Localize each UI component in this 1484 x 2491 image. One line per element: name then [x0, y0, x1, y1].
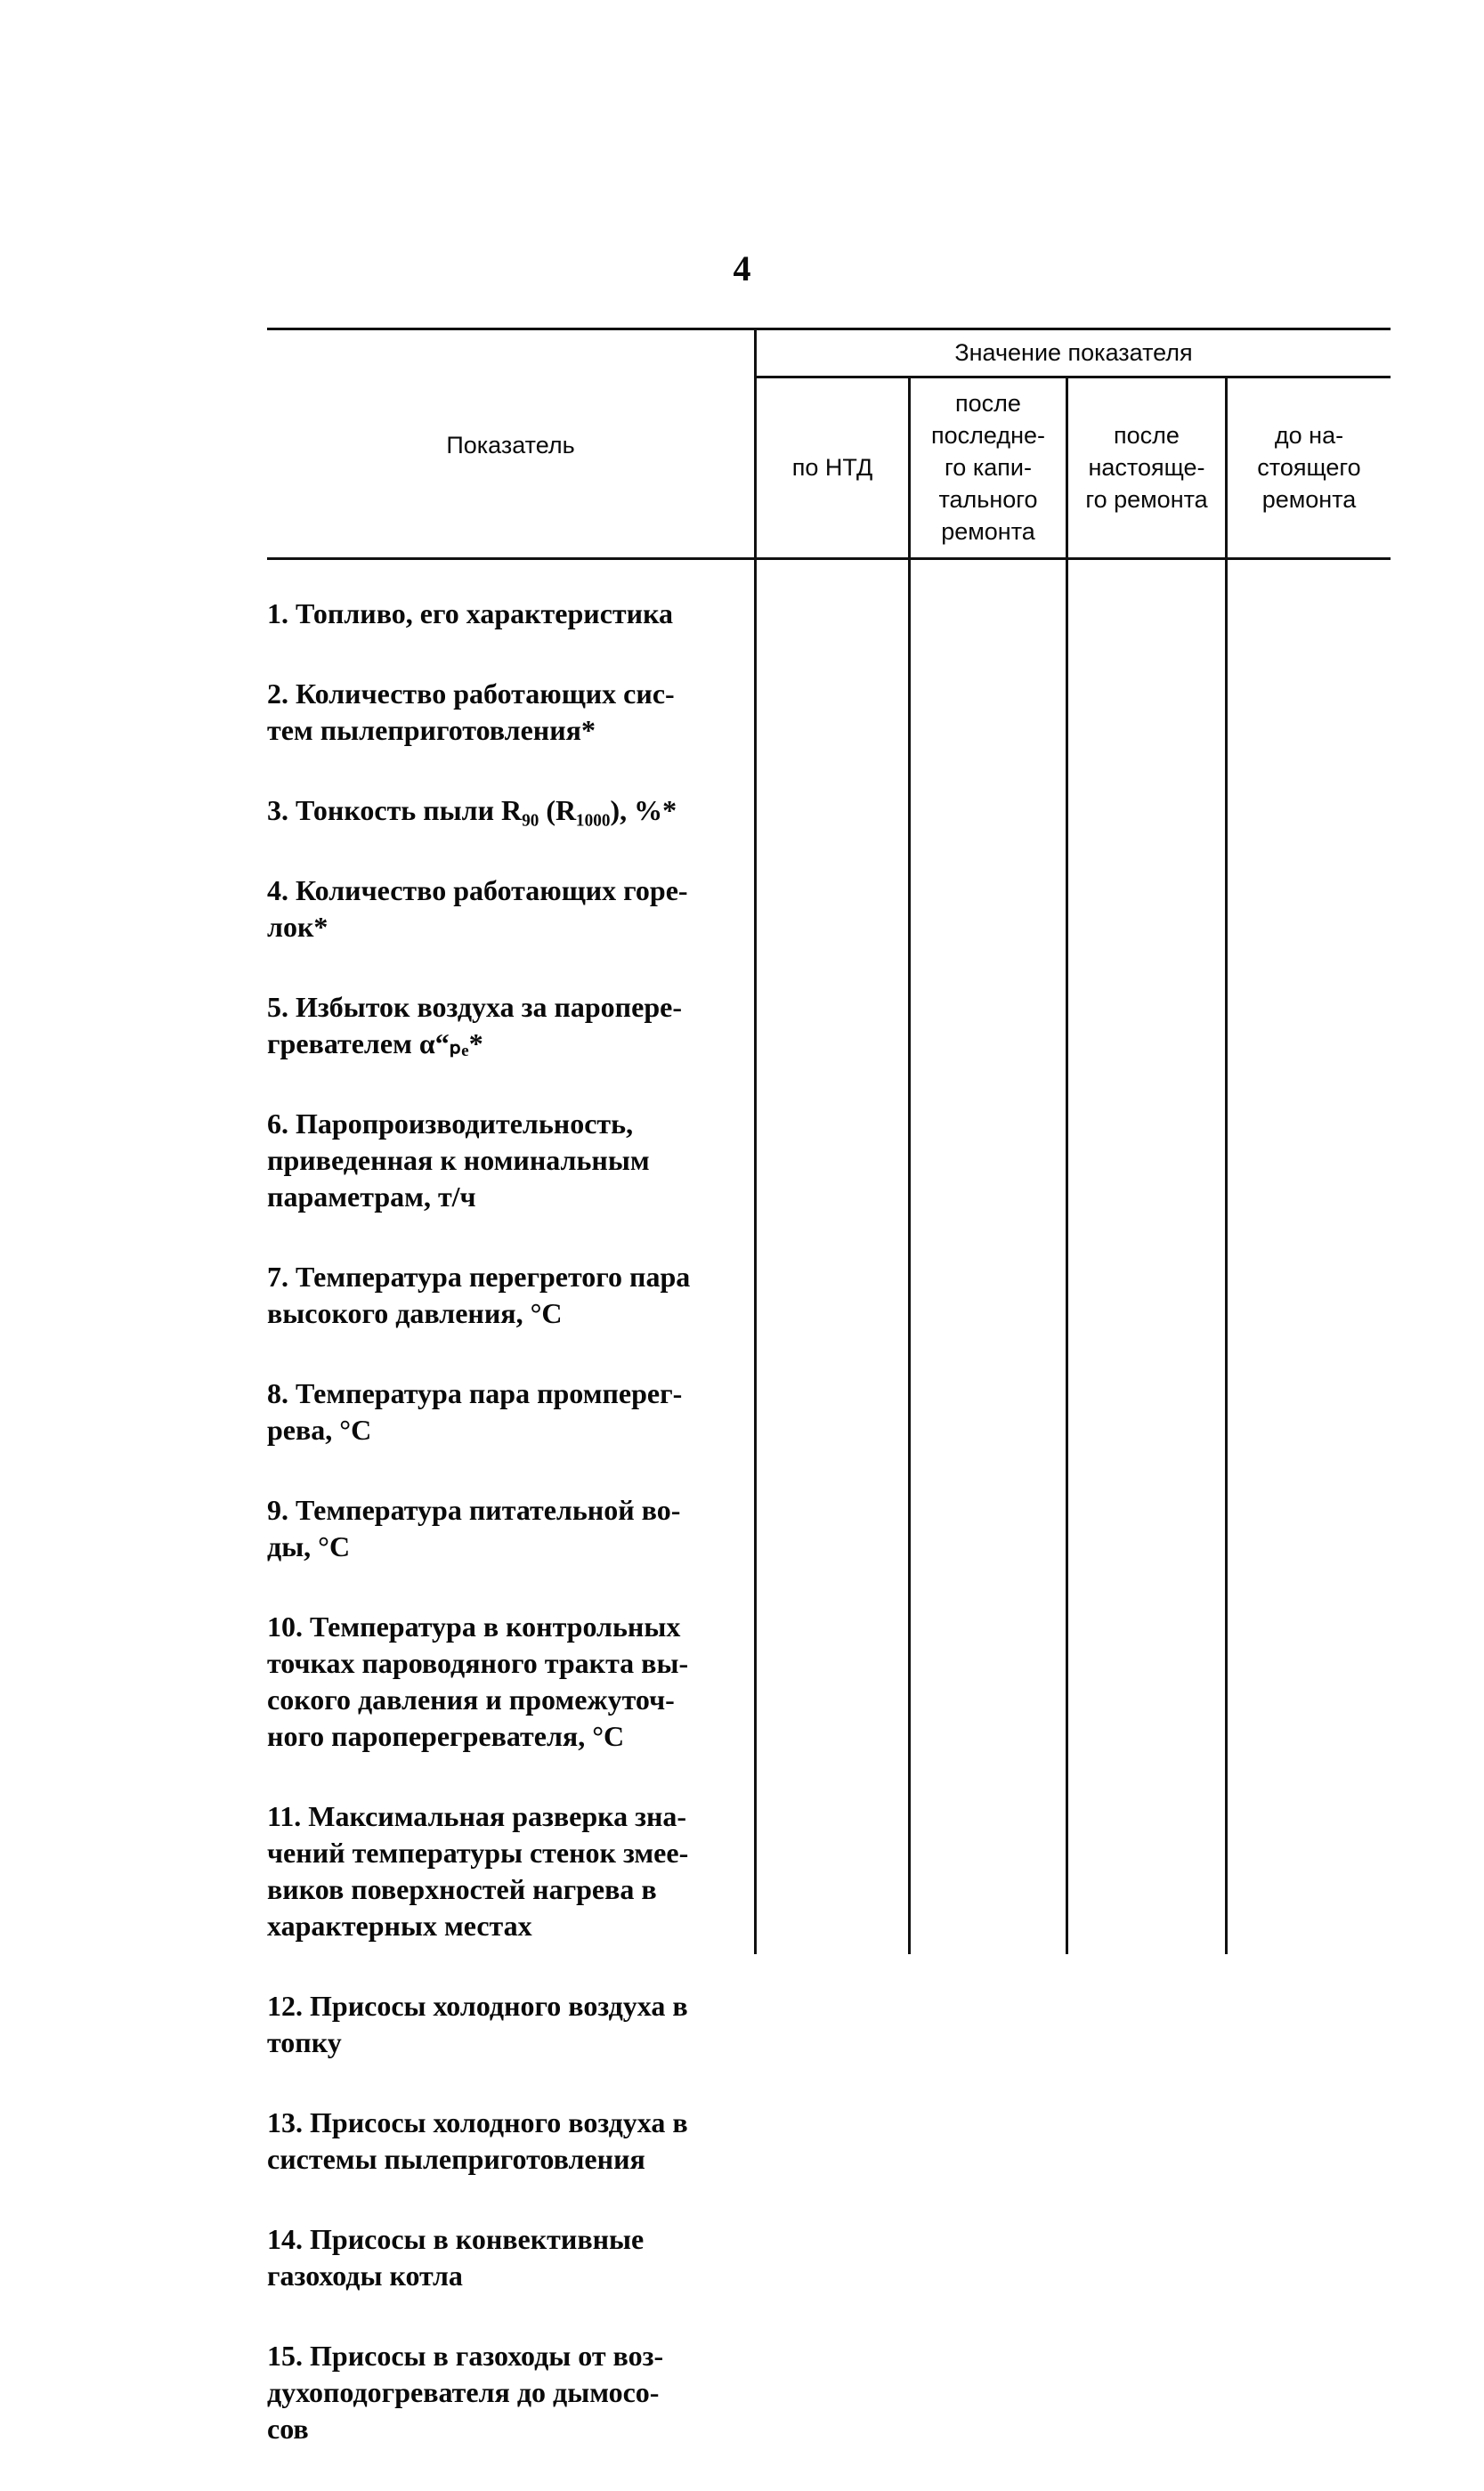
indicator-row: 4. Количество работающих горе- лок*	[267, 874, 688, 943]
indicator-row: 10. Температура в контрольных точках пароводяного тракта вы- сокого давления и промежуточ- ного пароперегревателя, °С	[267, 1611, 689, 1752]
column-header-after-last-overhaul: после последне- го капи- тального ремонта	[931, 390, 1045, 545]
indicator-row: 13. Присосы холодного воздуха в системы пылеприготовления	[267, 2106, 688, 2175]
indicator-row: 9. Температура питательной во- ды, °С	[267, 1494, 681, 1562]
col-divider-4	[1225, 376, 1228, 1954]
indicator-row: 7. Температура перегретого пара высокого давления, °С	[267, 1261, 691, 1329]
column-header-after-current-repair: после настояще- го ремонта	[1085, 422, 1208, 513]
column-header-ntd: по НТД	[791, 454, 873, 481]
indicator-row: 15. Присосы в газоходы от воз- духоподогревателя до дымосо- сов	[267, 2340, 664, 2445]
indicator-list	[267, 559, 721, 2491]
col-divider-1	[754, 328, 757, 1954]
indicator-row: 3. Тонкость пыли R₉₀ (R₁₀₀₀), %*	[267, 794, 677, 826]
indicator-row: 8. Температура пара промперег- рева, °С	[267, 1377, 683, 1446]
indicator-row: 1. Топливо, его характеристика	[267, 597, 674, 629]
page-number: 4	[733, 248, 751, 288]
indicator-row: 11. Максимальная разверка зна- чений температуры стенок змее- виков поверхностей нагрева в характерных местах	[267, 1800, 689, 1942]
values-group-rule	[754, 376, 1391, 378]
col-divider-2	[908, 376, 911, 1954]
indicator-row: 14. Присосы в конвективные газоходы котла	[267, 2223, 645, 2292]
indicator-column-header: Показатель	[446, 432, 575, 458]
table-top-rule	[267, 328, 1391, 330]
indicator-row: 12. Присосы холодного воздуха в топку	[267, 1990, 688, 2058]
indicator-row: 5. Избыток воздуха за паропере- гревателем α“ₚₑ*	[267, 991, 682, 1059]
values-group-header: Значение показателя	[954, 339, 1193, 366]
col-divider-3	[1066, 376, 1068, 1954]
column-header-before-current-repair: до на- стоящего ремонта	[1257, 422, 1361, 513]
indicator-row: 6. Паропроизводительность, приведенная к номинальным параметрам, т/ч	[267, 1108, 650, 1213]
indicator-row: 2. Количество работающих сис- тем пылеприготовления*	[267, 678, 675, 746]
